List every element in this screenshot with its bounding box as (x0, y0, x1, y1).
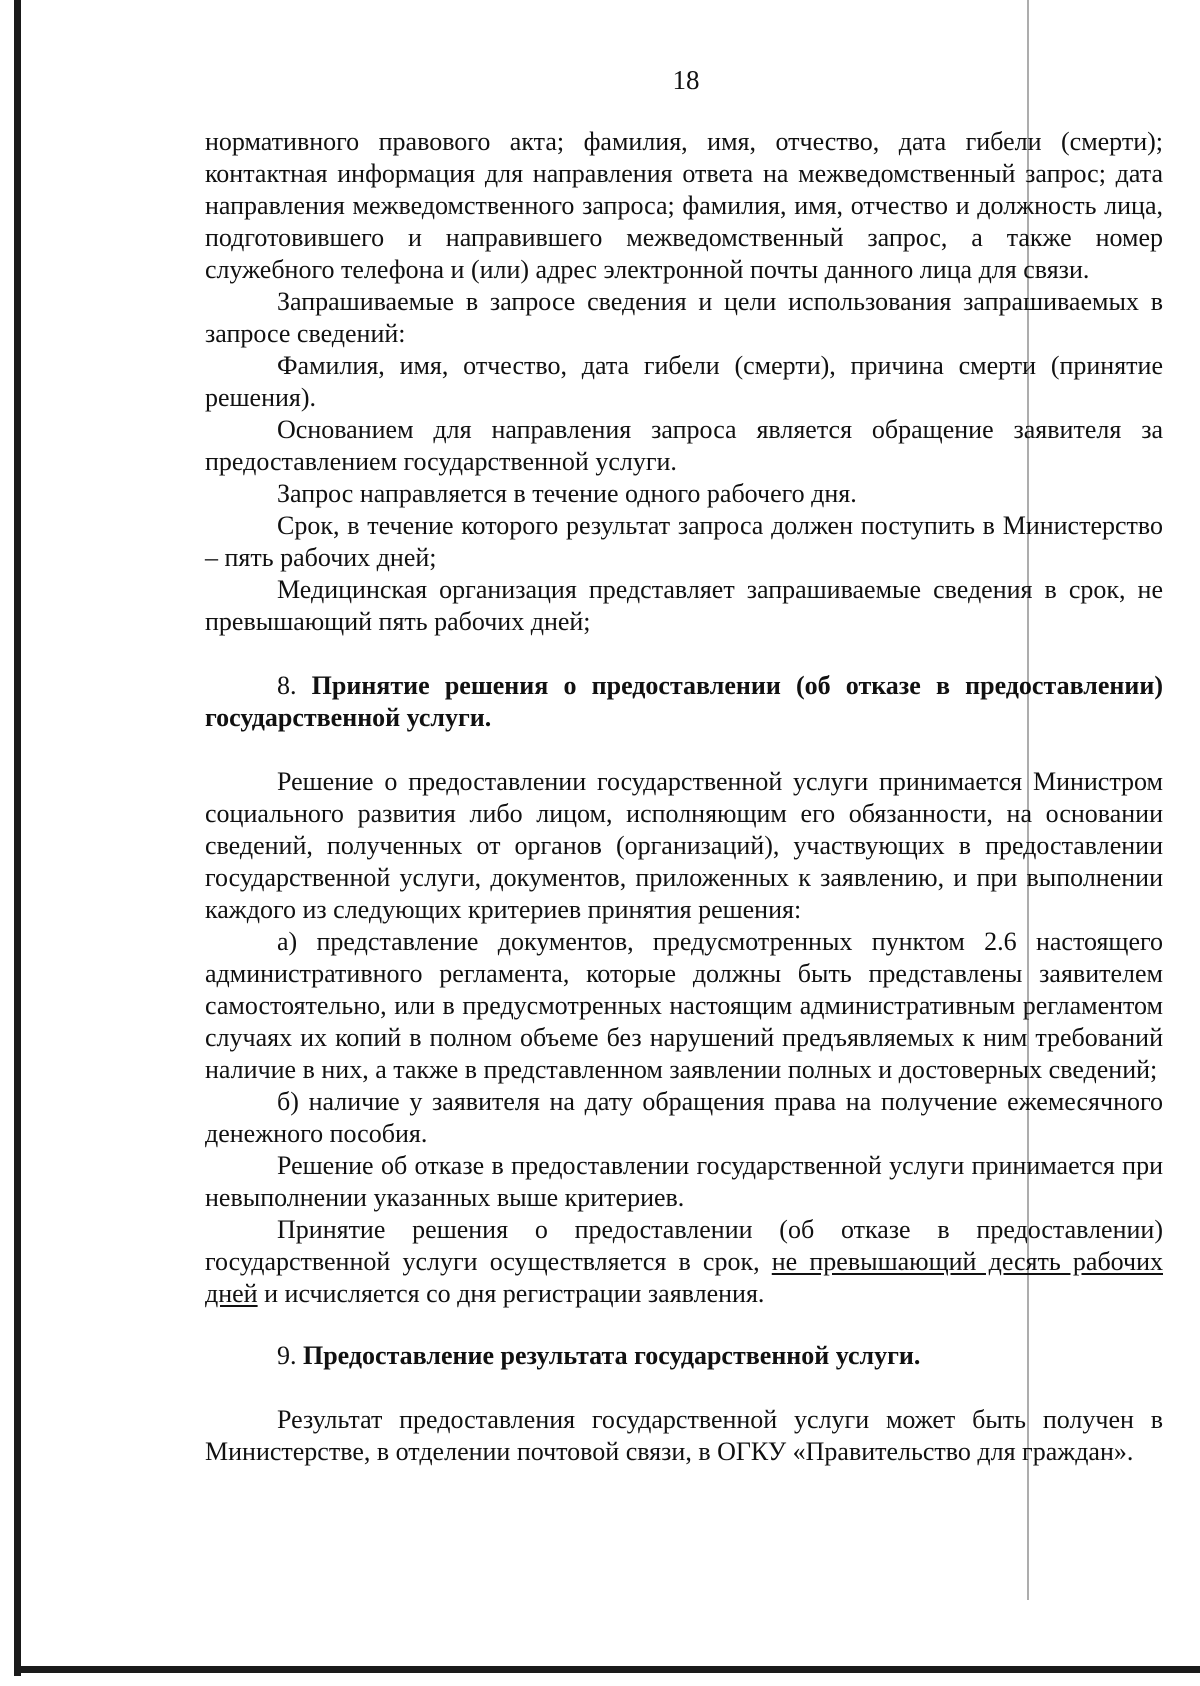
spacer (205, 734, 1163, 766)
paragraph-request-timing: Запрос направляется в течение одного рабочего дня. (277, 479, 857, 508)
paragraph-response-term: Срок, в течение которого результат запроса должен поступить в Министерство – пять рабочих дней; (205, 511, 1163, 572)
section-9-number: 9. (277, 1341, 297, 1370)
spacer (205, 1310, 1163, 1340)
paragraph-criterion-a: а) представление документов, предусмотренных пунктом 2.6 настоящего административного регламента, которые должны быть представлены заявителем самостоятельно, или в предусмотренных настоящим административным регламентом случаях их копий в полном объеме без нарушений предъявляемых к ним требований наличие в них, а также в представленном заявлении полных и достоверных сведений; (205, 927, 1163, 1084)
paragraph-decision-maker: Решение о предоставлении государственной услуги принимается Министром социального развития либо лицом, исполняющим его обязанности, на основании сведений, полученных от органов (организаций), участвующих в предоставлении государственной услуги, документов, приложенных к заявлению, и при выполнении каждого из следующих критериев принятия решения: (205, 767, 1163, 924)
section-8-number: 8. (277, 671, 297, 700)
decision-term-before: Принятие решения о предоставлении (об отказе в предоставлении) государственной услуги осуществляется в срок, (205, 1215, 1163, 1276)
paragraph-refusal: Решение об отказе в предоставлении государственной услуги принимается при невыполнении указанных выше критериев. (205, 1151, 1163, 1212)
decision-term-after: и исчисляется со дня регистрации заявления. (257, 1279, 765, 1308)
paragraph-requested-info: Запрашиваемые в запросе сведения и цели использования запрашиваемых в запросе сведений: (205, 287, 1163, 348)
scan-bottom-border (14, 1666, 1200, 1673)
document-body (205, 126, 1163, 1468)
section-9-title: Предоставление результата государственной услуги. (303, 1341, 921, 1370)
paragraph-result-delivery: Результат предоставления государственной услуги может быть получен в Министерстве, в отделении почтовой связи, в ОГКУ «Правительство для граждан». (205, 1405, 1163, 1466)
decision-term-underlined: не превышающий десять рабочих дней (205, 1247, 1163, 1308)
section-8-title: Принятие решения о предоставлении (об отказе в предоставлении) государственной услуги. (205, 671, 1163, 732)
paragraph-criterion-b: б) наличие у заявителя на дату обращения права на получение ежемесячного денежного пособия. (205, 1087, 1163, 1148)
section-8-heading (205, 670, 1163, 734)
section-9-heading (205, 1340, 1163, 1372)
paragraph-request-contents: нормативного правового акта; фамилия, имя, отчество, дата гибели (смерти); контактная информация для направления ответа на межведомственный запрос; дата направления межведомственного запроса; фамилия, имя, отчество и должность лица, подготовившего и направившего межведомственный запрос, а также номер служебного телефона и (или) адрес электронной почты данного лица для связи. (205, 127, 1163, 284)
scan-left-border (14, 0, 21, 1676)
spacer (205, 638, 1163, 670)
spacer (205, 1372, 1163, 1404)
paragraph-fields-list: Фамилия, имя, отчество, дата гибели (смерти), причина смерти (принятие решения). (205, 351, 1163, 412)
page-number: 18 (672, 65, 700, 95)
paragraph-decision-term (205, 1214, 1163, 1310)
paragraph-medical-org: Медицинская организация представляет запрашиваемые сведения в срок, не превышающий пять рабочих дней; (205, 575, 1163, 636)
paragraph-request-basis: Основанием для направления запроса является обращение заявителя за предоставлением государственной услуги. (205, 415, 1163, 476)
